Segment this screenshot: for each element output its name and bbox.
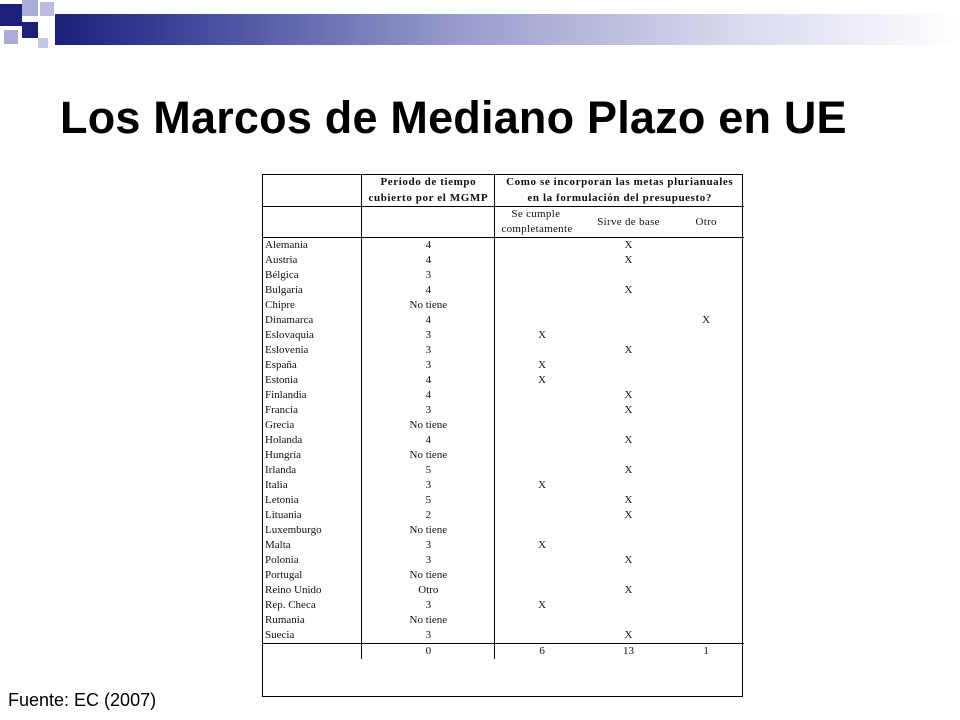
base-cell: X (624, 464, 633, 476)
totals-otro: 1 (668, 644, 744, 660)
otro-cell (668, 478, 744, 493)
years-cell: 4 (362, 238, 495, 254)
table-row (262, 343, 744, 358)
totals-empty-cell (262, 644, 362, 660)
table-row (262, 598, 744, 613)
years-cell: 4 (362, 283, 495, 298)
table-row (262, 418, 744, 433)
table-header-row-2 (262, 207, 744, 238)
table-row (262, 238, 744, 254)
otro-cell (668, 448, 744, 463)
cumple-cell (495, 418, 589, 433)
header-empty-cell (262, 174, 362, 207)
decor-square-light-4 (38, 38, 48, 48)
decor-square-light-2 (40, 2, 54, 16)
country-cell: Bulgaria (262, 283, 362, 298)
country-cell: Portugal (262, 568, 362, 583)
years-cell: 4 (362, 388, 495, 403)
table-row (262, 493, 744, 508)
base-cell: X (624, 254, 633, 266)
cumple-cell (495, 523, 589, 538)
totals-years: 0 (362, 644, 495, 660)
country-cell: Polonia (262, 553, 362, 568)
table-row (262, 553, 744, 568)
header-incorporation-cell (495, 174, 744, 207)
country-cell: Rumania (262, 613, 362, 628)
subheader-cumple-cell (495, 207, 589, 238)
otro-cell (668, 403, 744, 418)
years-cell: Otro (362, 583, 495, 598)
years-cell: 5 (362, 463, 495, 478)
table-row (262, 583, 744, 598)
years-cell: 4 (362, 253, 495, 268)
table-header-row-1 (262, 174, 744, 207)
otro-cell (668, 418, 744, 433)
years-cell: No tiene (362, 613, 495, 628)
country-cell: Irlanda (262, 463, 362, 478)
cumple-cell: X (538, 374, 547, 386)
cumple-cell (495, 253, 589, 268)
cumple-cell (495, 238, 589, 254)
years-cell: No tiene (362, 298, 495, 313)
base-cell (589, 598, 669, 613)
header-incorporation-line-1: Como se incorporan las metas plurianuales (506, 176, 734, 188)
cumple-cell (495, 583, 589, 598)
table-row (262, 328, 744, 343)
slide-title: Los Marcos de Mediano Plazo en UE (60, 92, 847, 143)
otro-cell (668, 538, 744, 553)
cumple-cell (495, 568, 589, 583)
years-cell: 4 (362, 433, 495, 448)
years-cell: 3 (362, 553, 495, 568)
cumple-cell (495, 493, 589, 508)
table-row (262, 523, 744, 538)
country-cell: Dinamarca (262, 313, 362, 328)
otro-cell (668, 238, 744, 254)
table-row (262, 613, 744, 628)
base-cell: X (624, 239, 633, 251)
otro-cell (668, 598, 744, 613)
country-cell: Reino Unido (262, 583, 362, 598)
country-cell: Chipre (262, 298, 362, 313)
table-row (262, 433, 744, 448)
otro-cell (668, 253, 744, 268)
base-cell: X (624, 494, 633, 506)
years-cell: 3 (362, 598, 495, 613)
base-cell: X (624, 434, 633, 446)
table-row (262, 298, 744, 313)
base-cell: X (624, 389, 633, 401)
otro-cell (668, 508, 744, 523)
base-cell (589, 358, 669, 373)
years-cell: No tiene (362, 568, 495, 583)
base-cell (589, 298, 669, 313)
cumple-cell (495, 553, 589, 568)
cumple-cell: X (538, 539, 547, 551)
country-cell: España (262, 358, 362, 373)
base-cell: X (624, 509, 633, 521)
years-cell: 2 (362, 508, 495, 523)
otro-cell (668, 343, 744, 358)
country-cell: Finlandia (262, 388, 362, 403)
otro-cell (668, 388, 744, 403)
country-cell: Letonia (262, 493, 362, 508)
base-cell (589, 313, 669, 328)
country-cell: Eslovenia (262, 343, 362, 358)
cumple-cell: X (538, 329, 547, 341)
subheader-base-label: Sirve de base (597, 215, 660, 228)
base-cell (589, 418, 669, 433)
otro-cell (668, 283, 744, 298)
years-cell: No tiene (362, 448, 495, 463)
base-cell (589, 538, 669, 553)
base-cell (589, 328, 669, 343)
table-row (262, 313, 744, 328)
otro-cell (668, 583, 744, 598)
years-cell: 3 (362, 358, 495, 373)
base-cell (589, 613, 669, 628)
years-cell: 3 (362, 478, 495, 493)
country-cell: Eslovaquia (262, 328, 362, 343)
header-period-line-1: Periodo de tiempo (380, 176, 477, 188)
country-cell: Francia (262, 403, 362, 418)
table-body (262, 238, 744, 644)
totals-cumple: 6 (495, 644, 589, 660)
country-cell: Estonia (262, 373, 362, 388)
otro-cell (668, 268, 744, 283)
subheader-base-cell (589, 207, 669, 238)
otro-cell (668, 493, 744, 508)
subheader-empty-cell-2 (362, 207, 495, 238)
base-cell (589, 448, 669, 463)
cumple-cell (495, 448, 589, 463)
country-cell: Alemania (262, 238, 362, 254)
subheader-otro-label: Otro (695, 215, 717, 228)
cumple-cell (495, 388, 589, 403)
years-cell: 4 (362, 373, 495, 388)
country-cell: Rep. Checa (262, 598, 362, 613)
years-cell: 3 (362, 628, 495, 644)
table-row (262, 628, 744, 644)
base-cell (589, 568, 669, 583)
years-cell: 3 (362, 328, 495, 343)
subheader-cumple-line-2: completamente (501, 223, 573, 235)
table-row (262, 373, 744, 388)
subheader-otro-cell (668, 207, 744, 238)
cumple-cell (495, 283, 589, 298)
years-cell: 3 (362, 538, 495, 553)
table-row (262, 448, 744, 463)
otro-cell: X (702, 314, 711, 326)
base-cell (589, 373, 669, 388)
otro-cell (668, 328, 744, 343)
years-cell: 3 (362, 268, 495, 283)
subheader-cumple-line-1: Se cumple (511, 208, 561, 220)
base-cell: X (624, 284, 633, 296)
header-period-cell (362, 174, 495, 207)
cumple-cell (495, 628, 589, 644)
otro-cell (668, 523, 744, 538)
otro-cell (668, 433, 744, 448)
years-cell: 4 (362, 313, 495, 328)
table-row (262, 508, 744, 523)
subheader-empty-cell-1 (262, 207, 362, 238)
country-cell: Malta (262, 538, 362, 553)
years-cell: 3 (362, 403, 495, 418)
country-cell: Luxemburgo (262, 523, 362, 538)
decor-square-navy-1 (0, 4, 22, 26)
cumple-cell (495, 613, 589, 628)
cumple-cell (495, 298, 589, 313)
base-cell: X (624, 344, 633, 356)
otro-cell (668, 298, 744, 313)
otro-cell (668, 373, 744, 388)
totals-base: 13 (589, 644, 669, 660)
cumple-cell (495, 508, 589, 523)
eu-mtef-table (262, 174, 744, 659)
cumple-cell (495, 403, 589, 418)
country-cell: Lituania (262, 508, 362, 523)
base-cell: X (624, 404, 633, 416)
header-period-line-2: cubierto por el MGMP (368, 192, 489, 204)
country-cell: Holanda (262, 433, 362, 448)
country-cell: Austria (262, 253, 362, 268)
base-cell (589, 478, 669, 493)
country-cell: Suecia (262, 628, 362, 644)
source-note: Fuente: EC (2007) (8, 690, 157, 710)
years-cell: 5 (362, 493, 495, 508)
otro-cell (668, 568, 744, 583)
otro-cell (668, 463, 744, 478)
table-totals-row (262, 644, 744, 660)
header-gradient-bar (55, 14, 960, 45)
otro-cell (668, 628, 744, 644)
table-row (262, 388, 744, 403)
table-row (262, 253, 744, 268)
base-cell (589, 523, 669, 538)
table-row (262, 568, 744, 583)
country-cell: Grecia (262, 418, 362, 433)
years-cell: 3 (362, 343, 495, 358)
header-incorporation-line-2: en la formulación del presupuesto? (527, 192, 713, 204)
otro-cell (668, 613, 744, 628)
base-cell (589, 268, 669, 283)
table-row (262, 403, 744, 418)
cumple-cell: X (538, 599, 547, 611)
table-row (262, 478, 744, 493)
years-cell: No tiene (362, 523, 495, 538)
cumple-cell (495, 463, 589, 478)
base-cell: X (624, 554, 633, 566)
cumple-cell (495, 433, 589, 448)
otro-cell (668, 358, 744, 373)
cumple-cell: X (538, 359, 547, 371)
base-cell: X (624, 629, 633, 641)
country-cell: Hungría (262, 448, 362, 463)
table-row (262, 358, 744, 373)
decor-square-light-3 (4, 30, 18, 44)
otro-cell (668, 553, 744, 568)
cumple-cell: X (538, 479, 547, 491)
country-cell: Bélgica (262, 268, 362, 283)
years-cell: No tiene (362, 418, 495, 433)
decor-square-navy-2 (22, 22, 38, 38)
table-row (262, 268, 744, 283)
table-row (262, 538, 744, 553)
decor-square-light-1 (22, 0, 38, 16)
cumple-cell (495, 313, 589, 328)
cumple-cell (495, 343, 589, 358)
cumple-cell (495, 268, 589, 283)
country-cell: Italia (262, 478, 362, 493)
table-row (262, 463, 744, 478)
base-cell: X (624, 584, 633, 596)
table-row (262, 283, 744, 298)
